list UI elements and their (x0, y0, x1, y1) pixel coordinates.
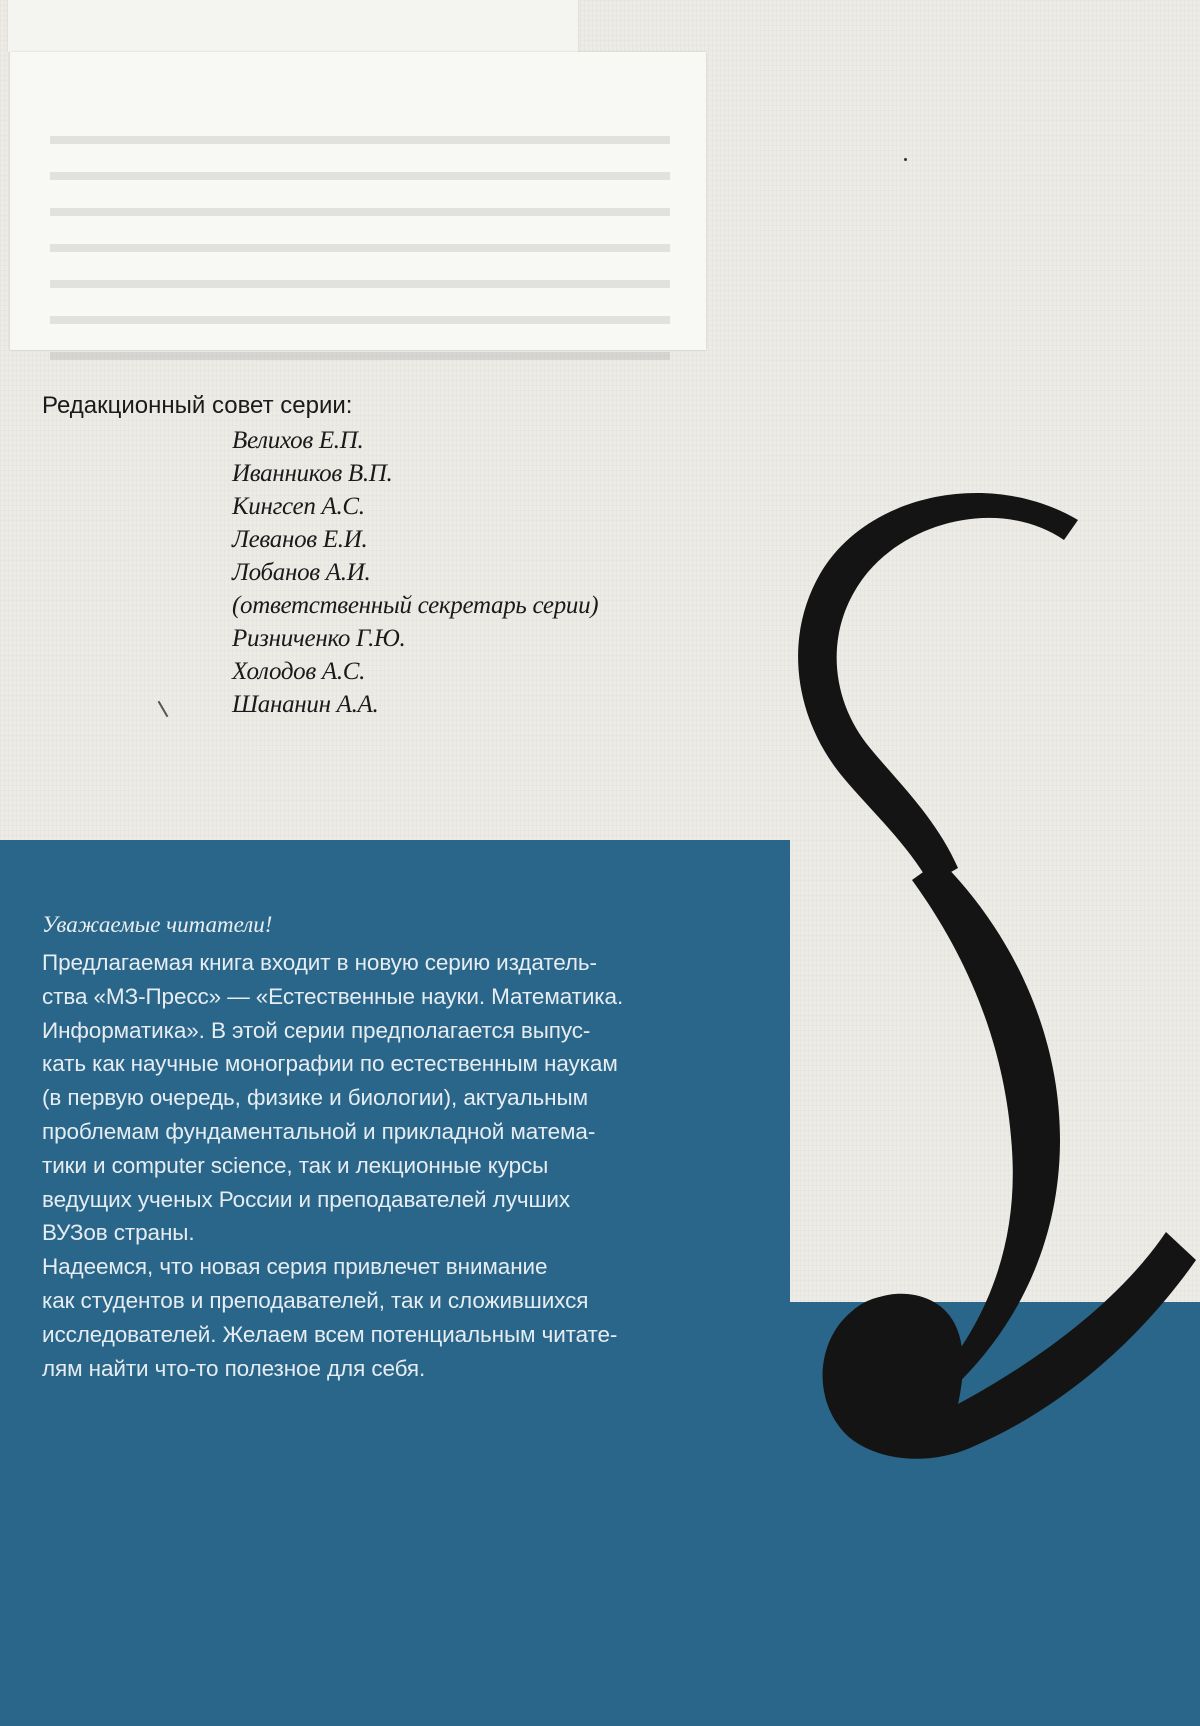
member: Леванов Е.И. (232, 526, 368, 553)
member: Иванников В.П. (232, 460, 393, 487)
member: Велихов Е.П. (232, 427, 364, 454)
member: Шананин А.А. (232, 691, 379, 718)
letter-line: лям найти что-то полезное для себя. (42, 1355, 426, 1381)
letter-line: Информатика». В этой серии предполагается выпус- (42, 1017, 591, 1043)
letter-to-readers (42, 912, 762, 1385)
editorial-board (42, 392, 598, 721)
letter-line: Предлагаемая книга входит в новую серию издатель- (42, 950, 597, 975)
letter-line: тики и computer science, так и лекционные курсы (42, 1152, 549, 1178)
member: Ризниченко Г.Ю. (232, 625, 406, 652)
letter-line: исследователей. Желаем всем потенциальным читате- (42, 1321, 618, 1347)
editorial-board-label: Редакционный совет серии: (42, 392, 353, 419)
editorial-board-members (232, 424, 598, 721)
paper-strip (8, 0, 578, 52)
member: Холодов А.С. (232, 658, 366, 685)
member-role-note: (ответственный секретарь серии) (232, 592, 599, 619)
letter-line: Надеемся, что новая серия привлечет внимание (42, 1254, 548, 1280)
bleed-through-text (50, 114, 670, 384)
letter-line: кать как научные монографии по естественным наукам (42, 1051, 618, 1077)
letter-greeting: Уважаемые читатели! (42, 912, 273, 937)
letter-line: ства «МЗ-Пресс» — «Естественные науки. Математика. (42, 983, 624, 1009)
member: Кингсеп А.С. (232, 493, 365, 520)
letter-line: проблемам фундаментальной и прикладной матема- (42, 1118, 596, 1144)
letter-line: как студентов и преподавателей, так и сложившихся (42, 1287, 589, 1313)
letter-line: ведущих ученых России и преподавателей лучших (42, 1186, 571, 1212)
letter-line: ВУЗов страны. (42, 1220, 195, 1246)
paper-sticker (10, 52, 706, 350)
speck (904, 158, 907, 161)
member: Лобанов А.И. (232, 559, 371, 586)
letter-line: (в первую очередь, физике и биологии), актуальным (42, 1085, 588, 1111)
